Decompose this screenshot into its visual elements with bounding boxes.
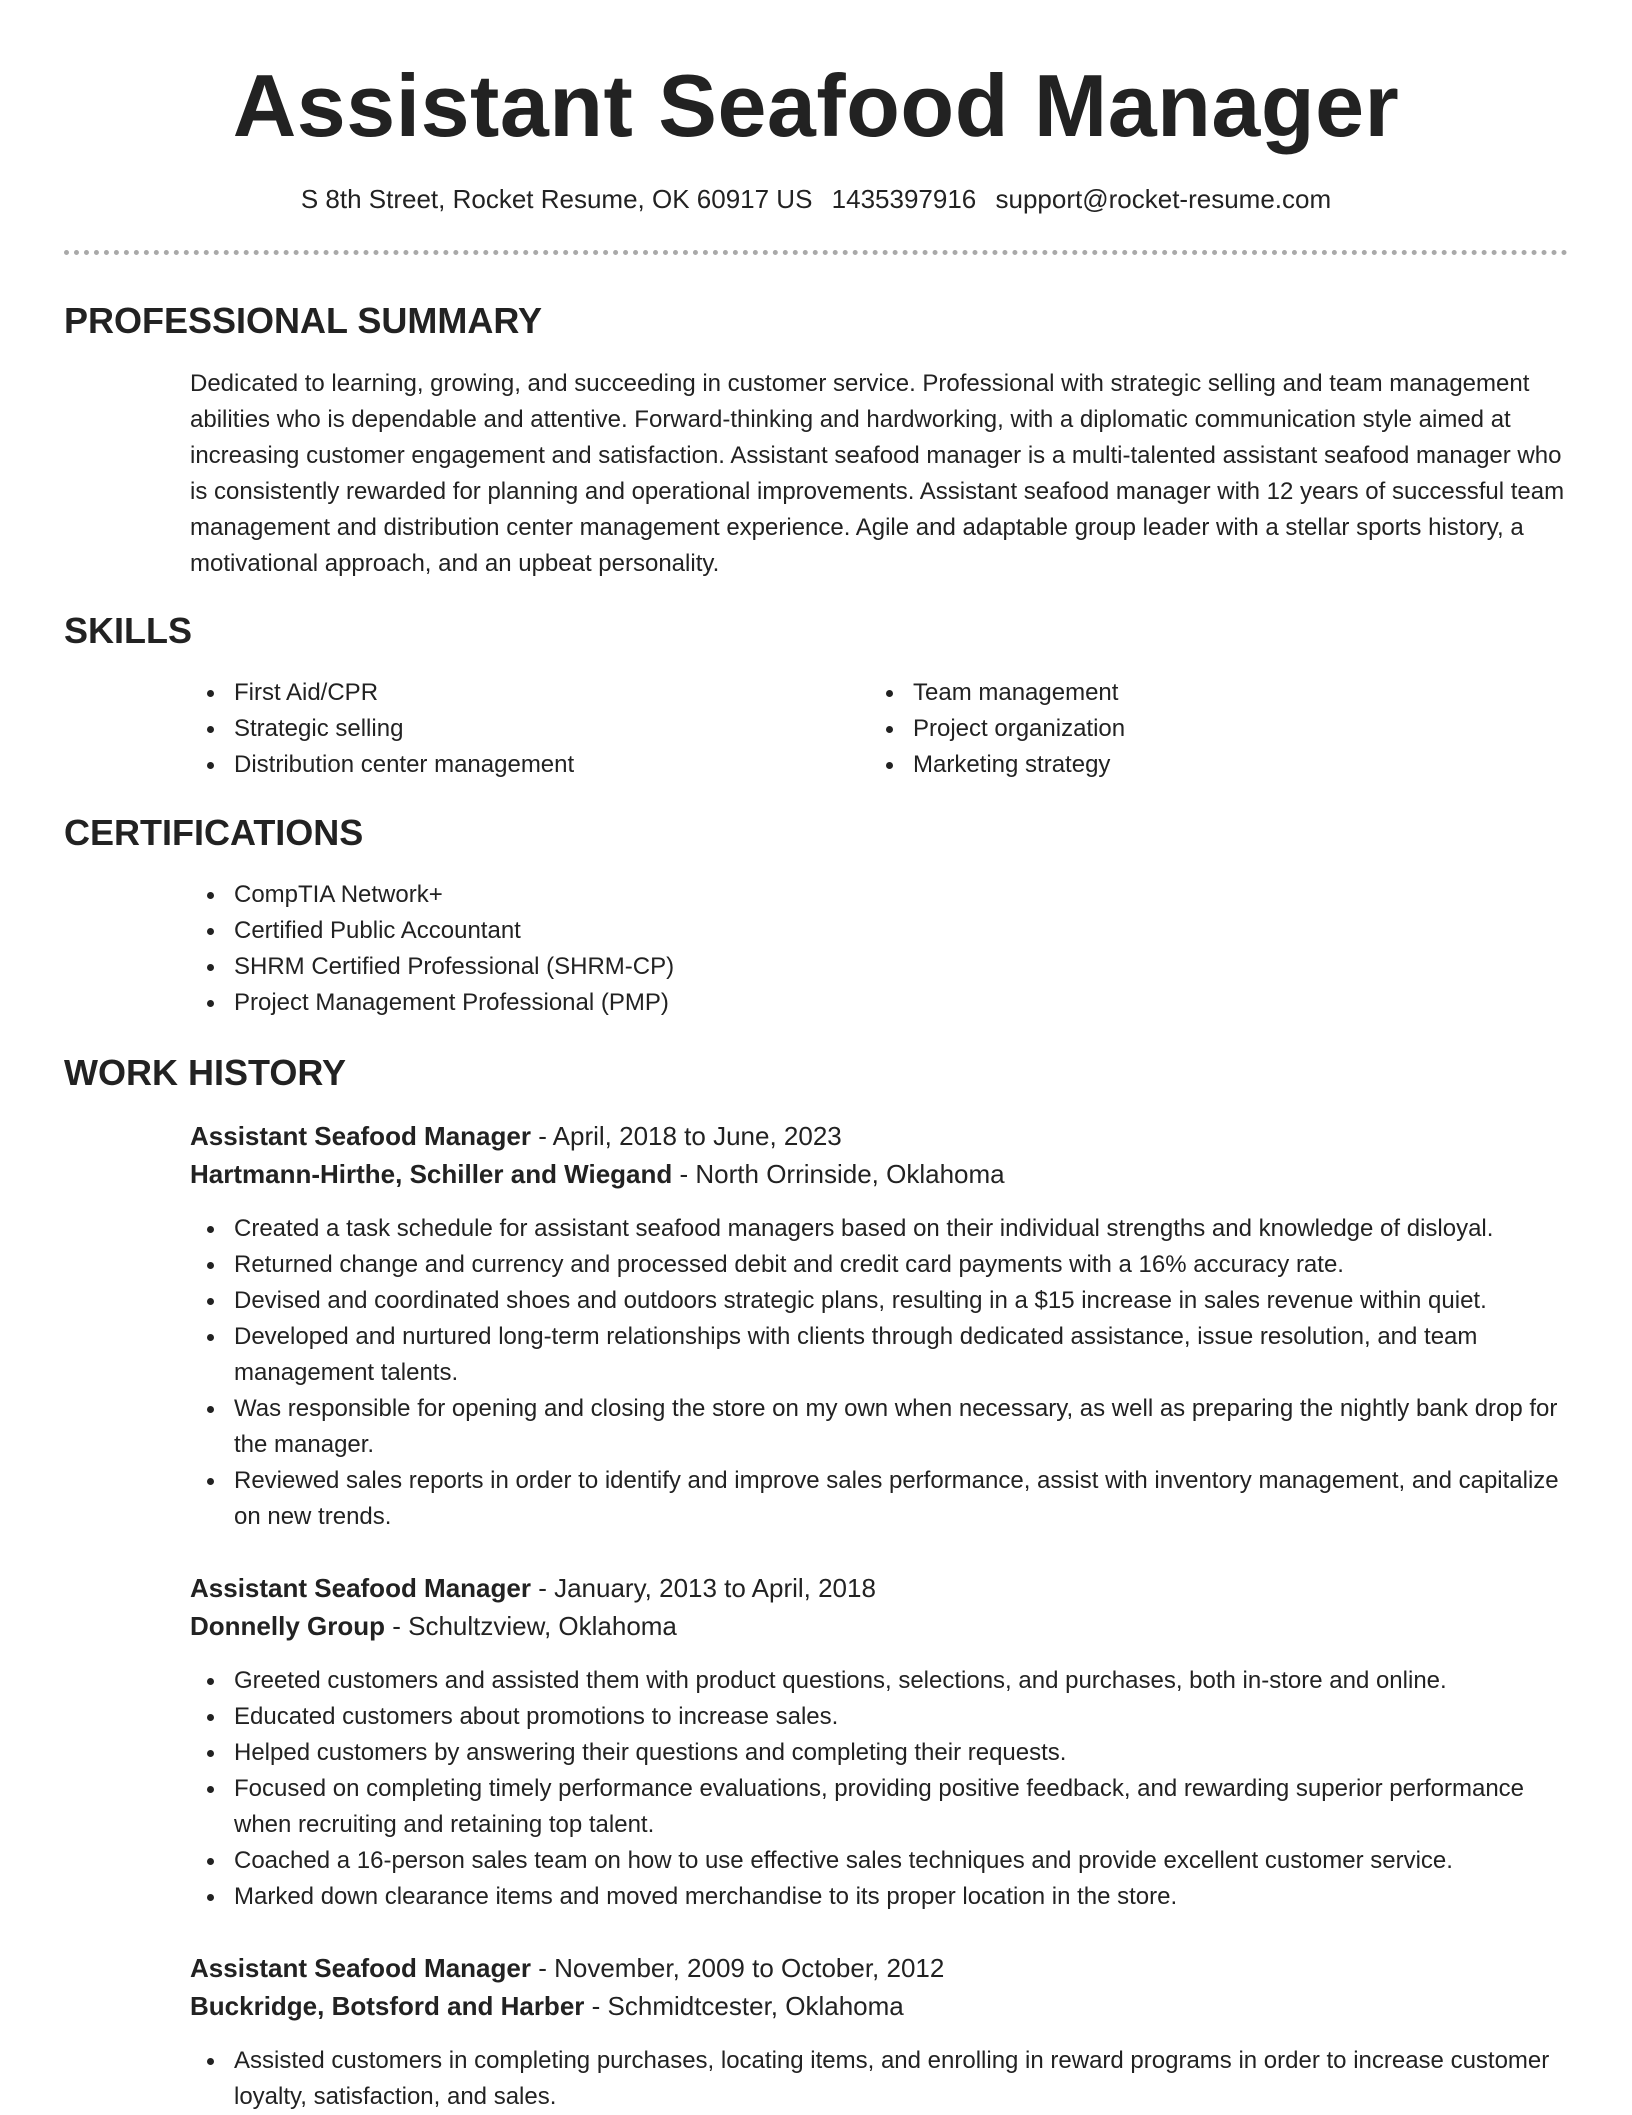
job-company-line: [190, 1607, 677, 1645]
skills-heading: SKILLS: [64, 610, 193, 651]
job-company-line: [190, 1155, 1005, 1193]
job-duty-item: Assisted customers in completing purchases, locating items, and enrolling in reward programs in order to increase customer loyalty, satisfaction, and sales.: [190, 2043, 1570, 2115]
job-duty-item: Devised and coordinated shoes and outdoors strategic plans, resulting in a $15 increase in sales revenue within quiet.: [190, 1283, 1570, 1319]
job-duty-item: Educated customers about promotions to increase sales.: [190, 1699, 1570, 1735]
job-duty-item: Marked down clearance items and moved merchandise to its proper location in the store.: [190, 1879, 1570, 1915]
job-dates: - November, 2009 to October, 2012: [530, 1953, 945, 1983]
job-title-line: [190, 1949, 944, 1987]
job-location: - North Orrinside, Oklahoma: [672, 1159, 1005, 1189]
resume-name: Assistant Seafood Manager: [232, 56, 1400, 155]
job-role: Assistant Seafood Manager: [190, 1953, 531, 1983]
skill-item: Team management: [869, 675, 1489, 711]
job-location: - Schultzview, Oklahoma: [385, 1611, 677, 1641]
skills-list-right: [869, 675, 1489, 783]
job-dates: - January, 2013 to April, 2018: [530, 1573, 876, 1603]
work-history-heading: WORK HISTORY: [64, 1052, 347, 1093]
contact-address: S 8th Street, Rocket Resume, OK 60917 US: [300, 184, 813, 214]
skill-item: Project organization: [869, 711, 1489, 747]
skill-item: Strategic selling: [190, 711, 810, 747]
header-divider: [64, 250, 1568, 255]
job-duty-item: Reviewed sales reports in order to identify and improve sales performance, assist with inventory management, and capitalize on new trends.: [190, 1463, 1570, 1535]
job-duties-list: [190, 1211, 1570, 1535]
skills-list-left: [190, 675, 810, 783]
contact-phone: 1435397916: [831, 184, 977, 214]
contact-line: [0, 182, 1632, 216]
job-duty-item: Greeted customers and assisted them with product questions, selections, and purchases, both in-store and online.: [190, 1663, 1570, 1699]
job-company-line: [190, 1987, 904, 2025]
skill-item: First Aid/CPR: [190, 675, 810, 711]
job-company: Buckridge, Botsford and Harber: [190, 1991, 585, 2021]
summary-text: Dedicated to learning, growing, and succeeding in customer service. Professional with strategic selling and team management abilities who is dependable and attentive. Forward-thinking and hardworking, with a diplomatic communication style aimed at increasing customer engagement and satisfaction. Assistant seafood manager is a multi-talented assistant seafood manager who is consistently rewarded for planning and operational improvements. Assistant seafood manager with 12 years of successful team management and distribution center management experience. Agile and adaptable group leader with a stellar sports history, a motivational approach, and an upbeat personality.: [190, 370, 1565, 577]
job-duty-item: Developed and nurtured long-term relationships with clients through dedicated assistance, issue resolution, and team management talents.: [190, 1319, 1570, 1391]
certifications-heading: CERTIFICATIONS: [64, 812, 364, 853]
job-duty-item: Focused on completing timely performance evaluations, providing positive feedback, and rewarding superior performance when recruiting and retaining top talent.: [190, 1771, 1570, 1843]
job-duty-item: Was responsible for opening and closing the store on my own when necessary, as well as preparing the nightly bank drop for the manager.: [190, 1391, 1570, 1463]
certifications-list: [190, 877, 1570, 1021]
certification-item: SHRM Certified Professional (SHRM-CP): [190, 949, 1570, 985]
job-role: Assistant Seafood Manager: [190, 1573, 531, 1603]
certification-item: Project Management Professional (PMP): [190, 985, 1570, 1021]
job-duties-list: [190, 2043, 1570, 2115]
skill-item: Distribution center management: [190, 747, 810, 783]
contact-email: support@rocket-resume.com: [995, 184, 1332, 214]
job-location: - Schmidtcester, Oklahoma: [584, 1991, 904, 2021]
skill-item: Marketing strategy: [869, 747, 1489, 783]
job-title-line: [190, 1569, 876, 1607]
job-company: Donnelly Group: [190, 1611, 385, 1641]
certification-item: CompTIA Network+: [190, 877, 1570, 913]
job-role: Assistant Seafood Manager: [190, 1121, 531, 1151]
job-company: Hartmann-Hirthe, Schiller and Wiegand: [190, 1159, 673, 1189]
job-duty-item: Helped customers by answering their questions and completing their requests.: [190, 1735, 1570, 1771]
summary-heading: PROFESSIONAL SUMMARY: [64, 300, 543, 341]
certification-item: Certified Public Accountant: [190, 913, 1570, 949]
job-duty-item: Returned change and currency and processed debit and credit card payments with a 16% accuracy rate.: [190, 1247, 1570, 1283]
job-duties-list: [190, 1663, 1570, 1915]
job-duty-item: Coached a 16-person sales team on how to use effective sales techniques and provide excellent customer service.: [190, 1843, 1570, 1879]
job-title-line: [190, 1117, 842, 1155]
job-duty-item: Created a task schedule for assistant seafood managers based on their individual strengths and knowledge of disloyal.: [190, 1211, 1570, 1247]
job-dates: - April, 2018 to June, 2023: [530, 1121, 842, 1151]
